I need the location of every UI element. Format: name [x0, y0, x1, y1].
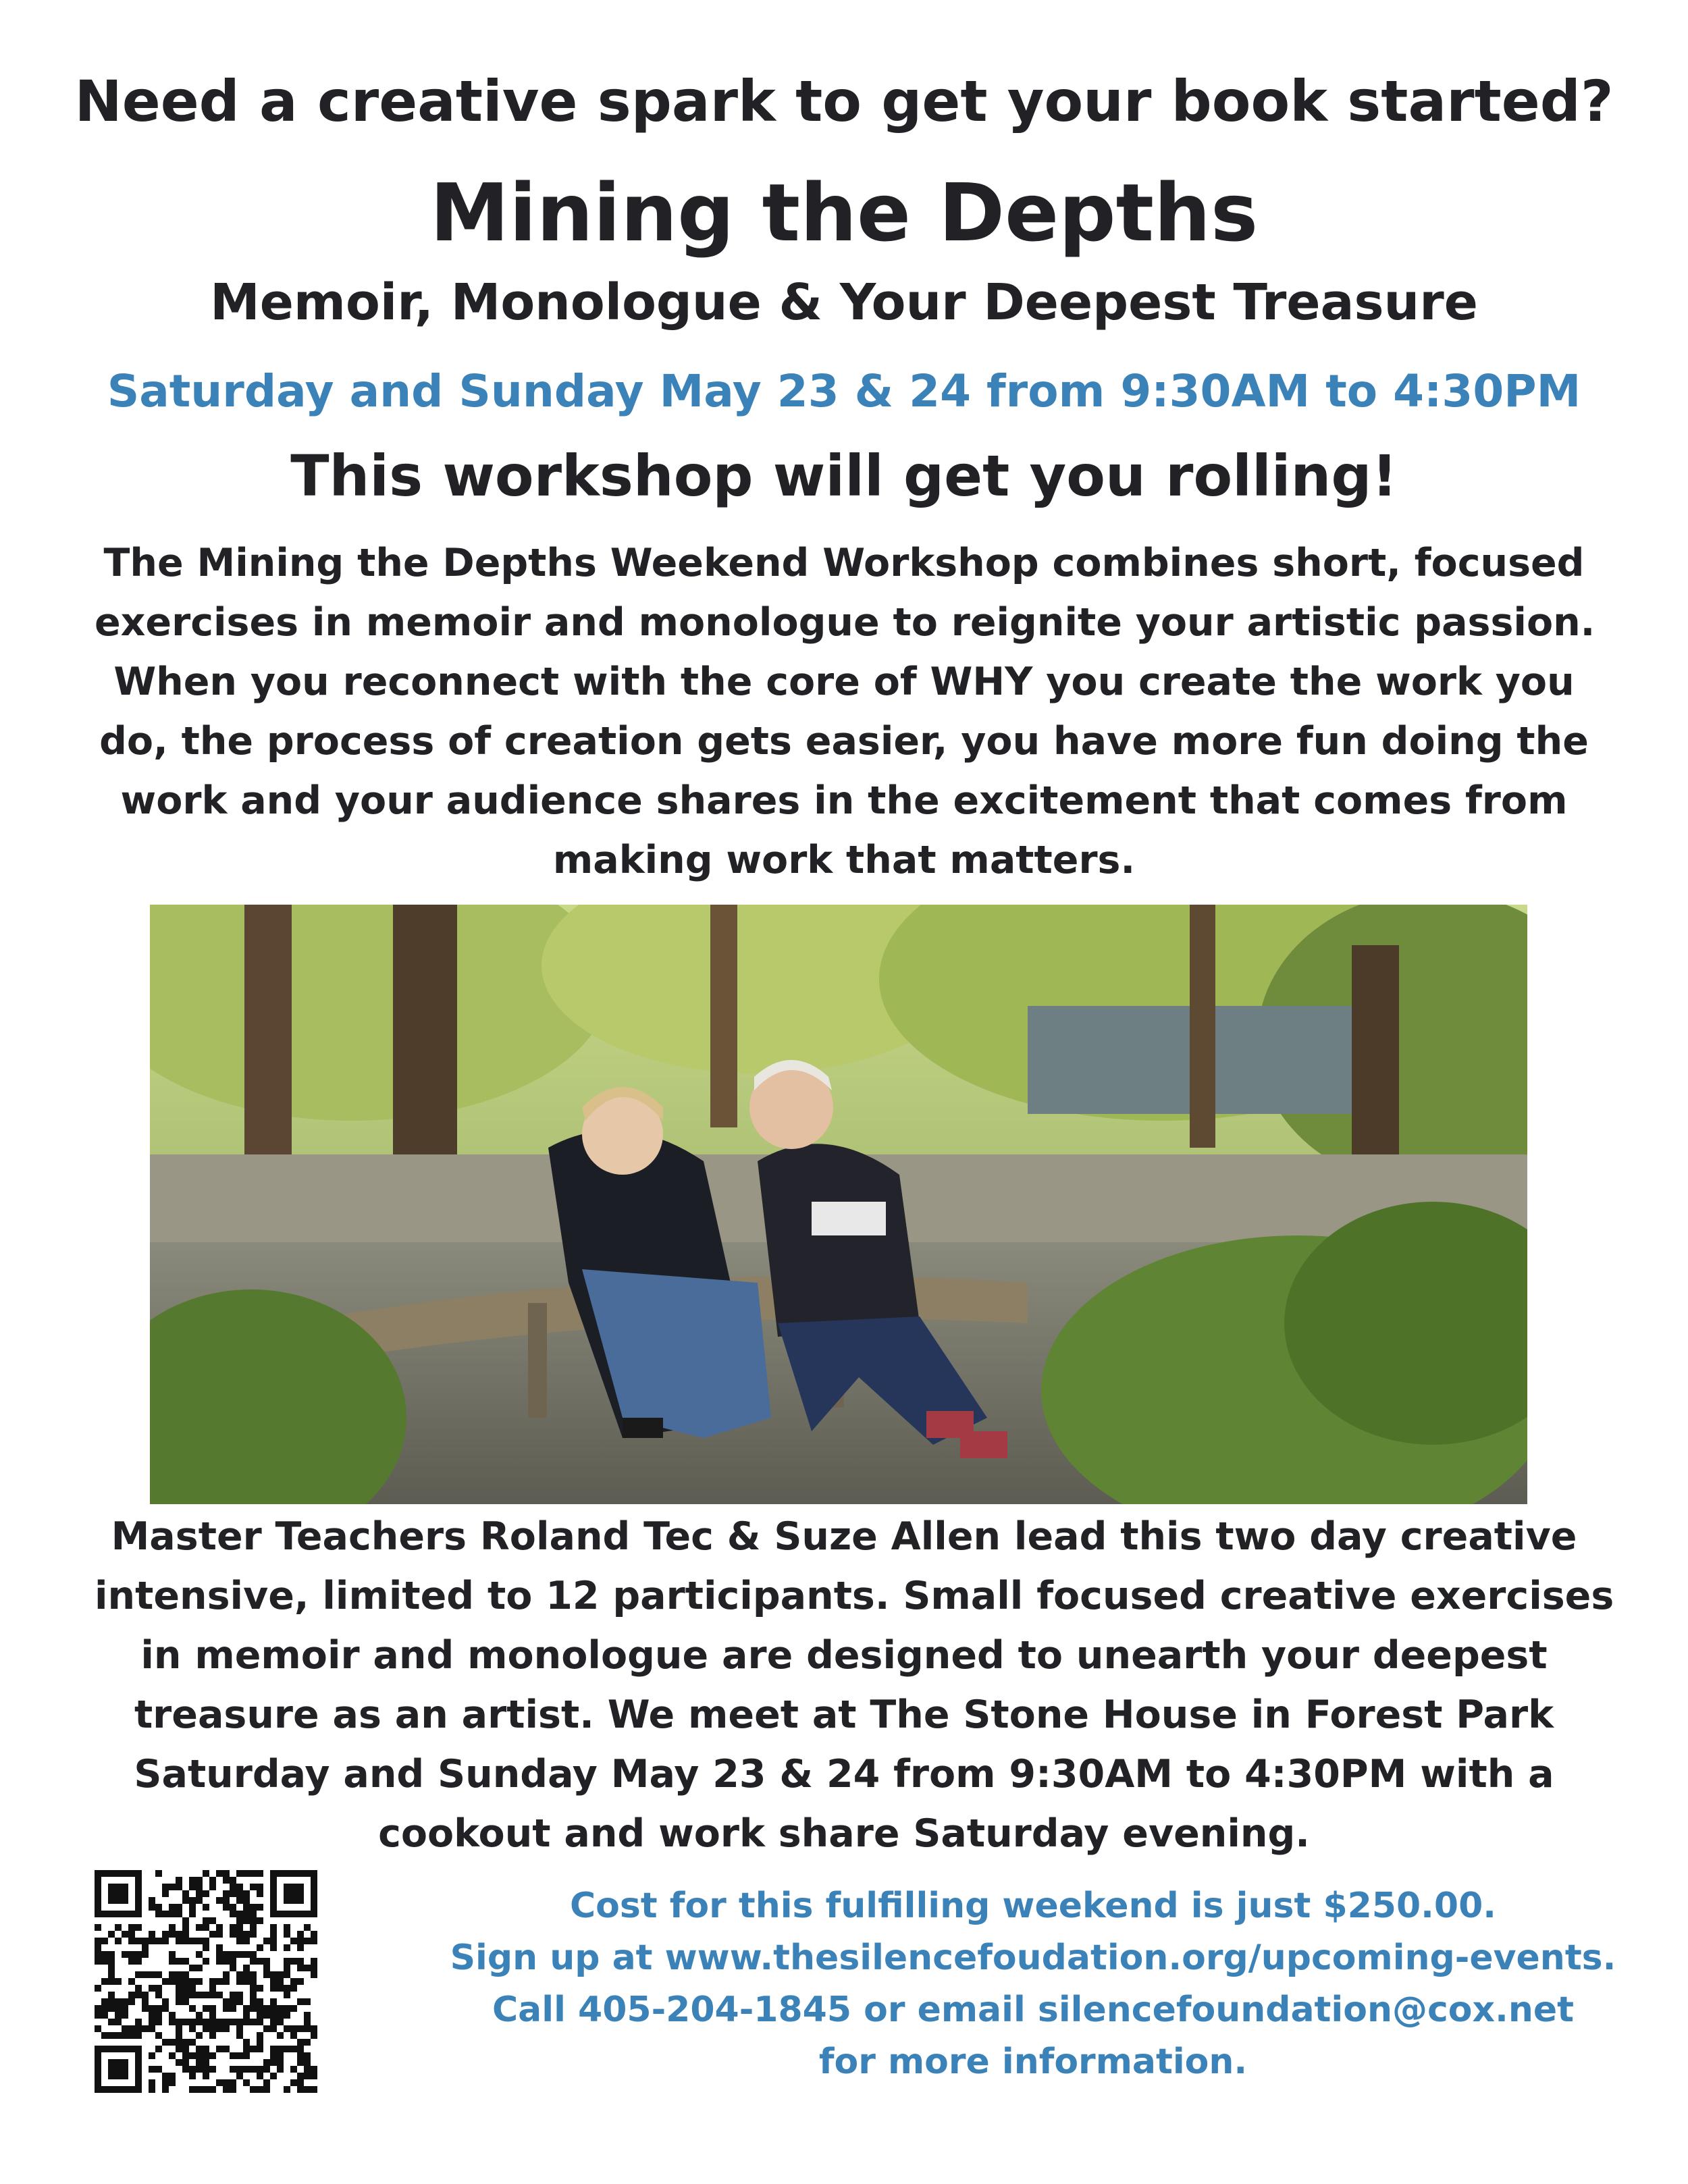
qr-code-icon[interactable]: [95, 1870, 317, 2093]
intro-line: making work that matters.: [552, 838, 1136, 882]
intro-line: work and your audience shares in the excitement that comes from: [120, 778, 1568, 823]
intro-paragraph: [95, 533, 1593, 890]
page-title: Mining the Depths: [429, 166, 1259, 259]
cost-line: Cost for this fulfilling weekend is just $250.00.: [569, 1886, 1497, 1926]
details-line: Master Teachers Roland Tec & Suze Allen lead this two day creative: [111, 1514, 1577, 1559]
signup-link[interactable]: Sign up at www.thesilencefoudation.org/upcoming-events.: [450, 1938, 1616, 1978]
contact-info: [446, 1880, 1620, 2088]
intro-line: exercises in memoir and monologue to reignite your artistic passion.: [95, 600, 1595, 645]
teachers-photo: [150, 905, 1527, 1504]
details-line: in memoir and monologue are designed to unearth your deepest: [140, 1633, 1548, 1678]
intro-line: do, the process of creation gets easier, you have more fun doing the: [99, 719, 1589, 764]
headline: Need a creative spark to get your book started?: [74, 68, 1614, 134]
tagline: This workshop will get you rolling!: [290, 443, 1398, 509]
details-paragraph: [95, 1507, 1614, 1863]
intro-line: The Mining the Depths Weekend Workshop combines short, focused: [103, 541, 1585, 585]
details-line: intensive, limited to 12 participants. Small focused creative exercises: [95, 1574, 1614, 1618]
phone-email-line[interactable]: Call 405-204-1845 or email silencefoundation@cox.net: [492, 1990, 1574, 2030]
details-line: Saturday and Sunday May 23 & 24 from 9:30AM to 4:30PM with a: [134, 1752, 1554, 1796]
intro-line: When you reconnect with the core of WHY you create the work you: [113, 660, 1575, 704]
subtitle: Memoir, Monologue & Your Deepest Treasure: [210, 273, 1478, 331]
event-date: Saturday and Sunday May 23 & 24 from 9:30AM to 4:30PM: [107, 365, 1581, 417]
details-line: treasure as an artist. We meet at The Stone House in Forest Park: [134, 1693, 1554, 1737]
more-info-line: for more information.: [818, 2042, 1248, 2082]
details-line: cookout and work share Saturday evening.: [378, 1811, 1310, 1856]
